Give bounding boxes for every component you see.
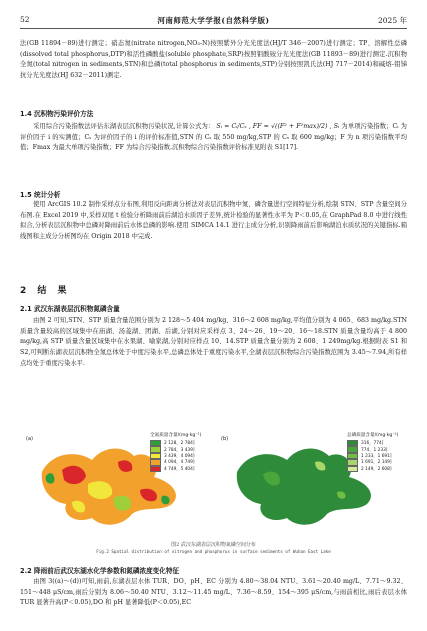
page-number: 52 (20, 15, 30, 24)
journal-title: 河南师范大学学报(自然科学版) (157, 16, 270, 25)
tn-legend-label: 4 749，5 404] (164, 466, 195, 472)
figure-2 (22, 432, 405, 540)
issue-year: 2025 年 (378, 16, 407, 25)
section-2-heading: 2 结 果 (20, 286, 71, 296)
section-2-1-paragraph (20, 316, 407, 370)
legend-tn-title: 全氮质量含量/(mg·kg⁻¹) (150, 433, 202, 438)
formula-definitions: 为单项污染指数；Cᵢ 为评价因子 i 的实测值；Cₛ 为评价因子的 i 的评价标准值,STN 的 Cₛ 取 550 mg/kg,STP 的 Cₛ 取 600 mg/kg；F 为 n 项污染指数平均值；Fmax 为最大单项污染指数；FF 为综合污染指数.沉积物综合污染指数评价标准见附表 S1[17]. (20, 123, 407, 152)
legend-tp (347, 432, 398, 472)
legend-tp-title: 总磷质量含量/(mg·kg⁻¹) (347, 433, 399, 438)
section-2-2-heading: 2.2 降雨前后武汉东湖水化学参数和氮磷浓度变化特征 (20, 567, 180, 575)
section-2-1-heading: 2.1 武汉东湖表层沉积物氮磷含量 (20, 305, 120, 313)
tn-legend-label: 3 439，4 094] (164, 453, 195, 459)
tn-legend-item (150, 466, 201, 472)
tp-legend-swatch (347, 466, 358, 473)
section-1-5-paragraph (20, 200, 407, 243)
tn-legend-label: 2 128，2 784] (164, 441, 195, 447)
tp-legend-label: 774，1 233] (361, 447, 388, 453)
section-1-4-paragraph (20, 122, 407, 154)
tp-legend-item (347, 466, 398, 472)
figure-caption-cn: 图2 武汉东湖表层沉积物氮磷空间分布 (171, 542, 256, 548)
statistics-text: 使用 ArcGIS 10.2 制作采样点分布图,利用反向距离分析法对表层沉积物中氮、磷含量进行空间特征分析,绘制 STN、STP 含量空间分布图.在 Excel 2019 中,采样双尾 t 检验分析降雨前后湖泊水质因子差异,统计检验的显著性水平为 P＜0.05,在 GraphPad 8.0 中进行线性拟合,分析表层沉积物中总磷对降雨前后水体总磷的影响.使用 SIMCA 14.1 进行主成分分析,识别降雨前后影响湖泊水质状况的关键指标.箱线图和主成分分析图均在 Origin 2018 中完成. (20, 201, 407, 241)
panel-a-label: (a) (26, 436, 33, 442)
methods-paragraph: 法(GB 11894－89)进行测定；硝态氮(nitrate nitrogen,NO₃-N)按照紫外分光光度法(HJ/T 346－2007)进行测定；TP、溶解性总磷(dissolved total phosphorus,DTP)和活性磷酸盐(soluble phosphate,SRP)按照钼酸铵分光光度法(GB 11893－89)进行测定.沉积物全氮(total nitrogen in sediments,STN)和总磷(total phosphorus in sediments,STP)分别按照凯氏法(HJ 717－2014)和碱熔-钼锑抗分光光度法(HJ 632－2011)测定. (20, 40, 407, 80)
section-1-4-heading: 1.4 沉积物污染评价方法 (20, 110, 94, 118)
figure-caption-en: Fig.2 Spatial distribution of nitrogen and phosphorus in surface sediments of Wuhan East Lake (96, 549, 331, 554)
formula-intro: 采用综合污染指数法评估东湖表层沉积物污染状况,计算公式为： (33, 123, 215, 130)
panel-b-label: (b) (221, 436, 229, 442)
tp-legend-label: 2 149，2 608] (361, 466, 392, 472)
tn-legend-swatch (150, 466, 161, 473)
tp-legend-label: 1 691，2 149] (361, 460, 392, 466)
water-chemistry-text: 由图 3((a)～(d))可知,雨前,东湖表层水体 TUR、DO、pH、EC 分别为 4.80～38.04 NTU、3.61～20.40 mg/L、7.71～9.32、151～448 μS/cm,雨后分别为 8.06～50.40 NTU、3.12～11.45 mg/L、7.36～8.59、154～395 μS/cm,与雨前相比,雨后表层水体 TUR 显著升高(P＜0.05),DO 和 pH 显著降低(P＜0.05),EC (20, 578, 407, 607)
running-header (20, 14, 407, 29)
results-text: 由图 2 可知,STN、STP 质量含量范围分别为 2 128～5 404 mg/kg、316～2 608 mg/kg,平均值分别为 4 065、683 mg/kg.STN 质量含量较高的区域集中在庙湖、汤菱湖、团湖、后湖,分别对应采样点 3、24～26、19～20、16～18.STN 质量含量均高于 4 800 mg/kg,高 STP 质量含量区域集中在水果湖、喻家湖,分别对应样点 10、14.STP 质量含量分别为 2 608、1 249mg/kg.根据附表 S1 和 S2,可判断东湖表层沉积物全氮总体处于中度污染水平,总磷总体处于重度污染水平,全湖表层沉积物综合污染指数范围为 3.45～7.94,所有样点均处于重度污染水平. (20, 317, 408, 367)
tp-legend-label: 316，774] (361, 441, 384, 447)
tn-legend-label: 2 784，3 439] (164, 447, 195, 453)
tn-legend-label: 4 094，4 749] (164, 460, 195, 466)
tp-legend-label: 1 233，1 691] (361, 453, 392, 459)
section-1-5-heading: 1.5 统计分析 (20, 191, 61, 199)
legend-tn (150, 432, 201, 472)
pollution-index-formula: Sᵢ = Cᵢ/Cₛ , FF = √((F² + F²max)/2) , Sᵢ (216, 123, 340, 130)
section-2-2-paragraph (20, 577, 407, 631)
